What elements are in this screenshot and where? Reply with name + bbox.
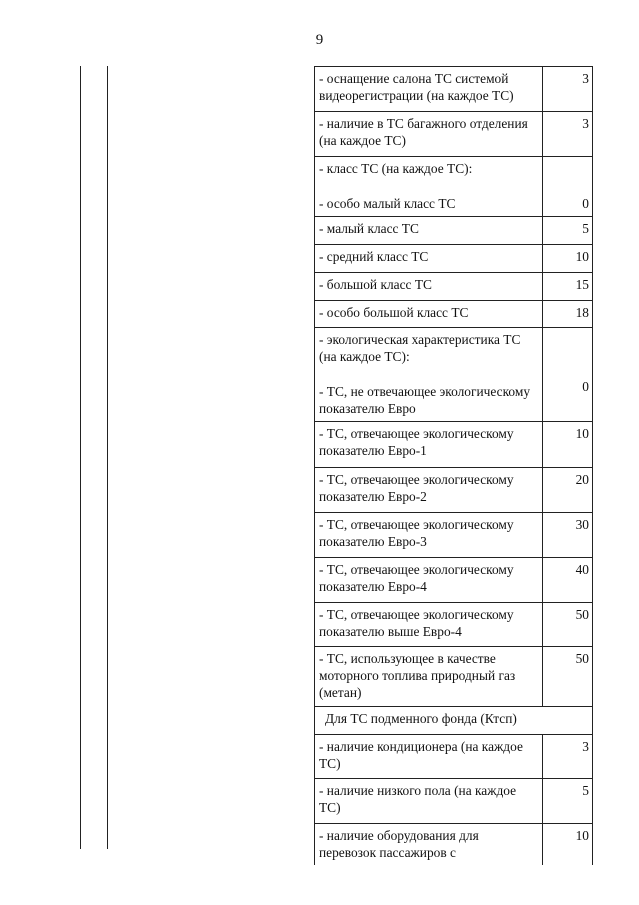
criterion-subitem: - ТС, не отвечающее экологическому показателю Евро xyxy=(319,384,531,416)
score-cell: 10 xyxy=(543,824,593,866)
criteria-table xyxy=(314,66,593,865)
criterion-cell: - наличие низкого пола (на каждое ТС) xyxy=(315,779,543,824)
table-row xyxy=(315,468,593,513)
score-cell: 0 xyxy=(543,328,593,422)
page-number: 9 xyxy=(315,32,324,48)
score-cell: 20 xyxy=(543,468,593,513)
table-row xyxy=(315,824,593,866)
table-row xyxy=(315,513,593,558)
criterion-cell: - наличие оборудования для перевозок пассажиров с xyxy=(315,824,543,866)
score-cell: 40 xyxy=(543,558,593,603)
score-cell: 50 xyxy=(543,647,593,707)
table-row xyxy=(315,157,593,217)
criterion-cell: - особо большой класс ТС xyxy=(315,301,543,328)
table-left-border xyxy=(80,66,81,849)
table-row xyxy=(315,735,593,779)
table-row xyxy=(315,328,593,422)
score-cell: 10 xyxy=(543,245,593,273)
table-column-divider xyxy=(107,66,108,849)
criterion-cell: - оснащение салона ТС системой видеорегистрации (на каждое ТС) xyxy=(315,67,543,112)
score-cell: 30 xyxy=(543,513,593,558)
table-row xyxy=(315,301,593,328)
table-row xyxy=(315,273,593,301)
score-cell: 15 xyxy=(543,273,593,301)
score-cell: 18 xyxy=(543,301,593,328)
criterion-heading: - экологическая характеристика ТС (на каждое ТС): xyxy=(319,332,521,364)
criterion-cell: - малый класс ТС xyxy=(315,217,543,245)
table-row xyxy=(315,779,593,824)
criterion-cell: - наличие кондиционера (на каждое ТС) xyxy=(315,735,543,779)
criterion-cell: - ТС, отвечающее экологическому показателю Евро-2 xyxy=(315,468,543,513)
section-heading: Для ТС подменного фонда (Ктсп) xyxy=(315,707,593,735)
criterion-cell: - наличие в ТС багажного отделения (на каждое ТС) xyxy=(315,112,543,157)
score-cell: 50 xyxy=(543,603,593,647)
criterion-cell: - большой класс ТС xyxy=(315,273,543,301)
score-cell: 3 xyxy=(543,67,593,112)
criterion-cell: - ТС, отвечающее экологическому показателю Евро-1 xyxy=(315,422,543,468)
table-row xyxy=(315,707,593,735)
table-row xyxy=(315,67,593,112)
score-cell: 5 xyxy=(543,217,593,245)
criterion-cell: - ТС, отвечающее экологическому показателю выше Евро-4 xyxy=(315,603,543,647)
table-row xyxy=(315,558,593,603)
criterion-cell xyxy=(315,328,543,422)
criterion-cell: - средний класс ТС xyxy=(315,245,543,273)
criterion-cell: - ТС, использующее в качестве моторного топлива природный газ (метан) xyxy=(315,647,543,707)
score-cell: 10 xyxy=(543,422,593,468)
table-row xyxy=(315,245,593,273)
table-row xyxy=(315,647,593,707)
criterion-heading: - класс ТС (на каждое ТС): xyxy=(319,161,473,176)
criterion-subitem: - особо малый класс ТС xyxy=(319,196,456,211)
table-row xyxy=(315,112,593,157)
table-row xyxy=(315,217,593,245)
score-cell: 3 xyxy=(543,112,593,157)
criterion-cell: - ТС, отвечающее экологическому показателю Евро-3 xyxy=(315,513,543,558)
table-row xyxy=(315,422,593,468)
criterion-cell xyxy=(315,157,543,217)
criterion-cell: - ТС, отвечающее экологическому показателю Евро-4 xyxy=(315,558,543,603)
score-cell: 3 xyxy=(543,735,593,779)
score-cell: 5 xyxy=(543,779,593,824)
table-row xyxy=(315,603,593,647)
score-cell: 0 xyxy=(543,157,593,217)
